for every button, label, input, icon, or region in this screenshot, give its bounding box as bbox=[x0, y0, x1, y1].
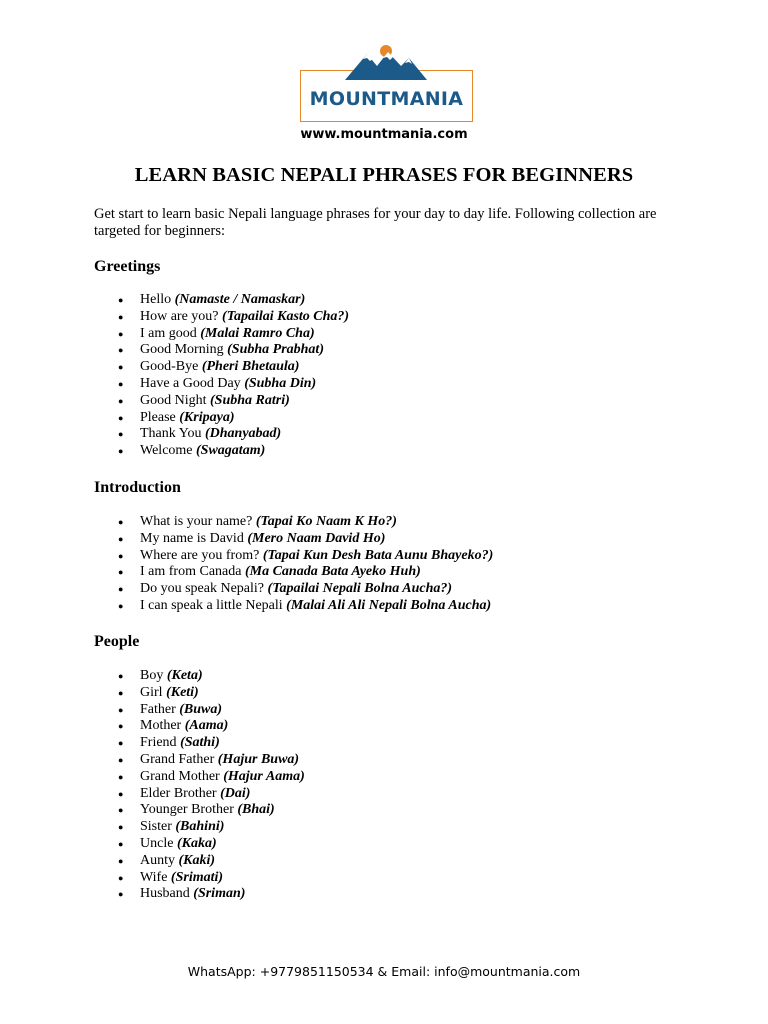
phrase-nepali: (Subha Prabhat) bbox=[227, 342, 324, 358]
bullet-icon: ● bbox=[118, 567, 124, 578]
phrase-nepali: (Kripaya) bbox=[179, 409, 235, 425]
phrase-english: Where are you from? bbox=[140, 547, 260, 563]
introduction-list bbox=[118, 514, 493, 615]
bullet-icon: ● bbox=[118, 822, 124, 833]
phrase-nepali: (Kaka) bbox=[176, 835, 217, 851]
bullet-icon: ● bbox=[118, 362, 124, 373]
phrase-item bbox=[118, 802, 305, 819]
phrase-item bbox=[118, 531, 493, 548]
phrase-english: Uncle bbox=[140, 835, 174, 851]
phrase-item bbox=[118, 702, 305, 719]
phrase-item bbox=[118, 853, 305, 870]
phrase-nepali: (Mero Naam David Ho) bbox=[247, 530, 386, 546]
phrase-english: Father bbox=[140, 701, 176, 717]
phrase-english: Do you speak Nepali? bbox=[140, 581, 265, 597]
logo-text: MOUNTMANIA bbox=[309, 88, 464, 110]
phrase-item bbox=[118, 735, 305, 752]
phrase-item bbox=[118, 581, 493, 598]
phrase-item bbox=[118, 309, 349, 326]
phrase-item bbox=[118, 548, 493, 565]
phrase-nepali: (Aama) bbox=[184, 718, 229, 734]
phrase-english: Welcome bbox=[140, 443, 193, 459]
phrase-nepali: (Hajur Buwa) bbox=[217, 751, 300, 767]
phrase-nepali: (Bahini) bbox=[175, 819, 225, 835]
page-title: LEARN BASIC NEPALI PHRASES FOR BEGINNERS bbox=[134, 164, 634, 186]
bullet-icon: ● bbox=[118, 738, 124, 749]
phrase-item bbox=[118, 410, 349, 427]
section-heading-introduction: Introduction bbox=[94, 479, 181, 496]
phrase-item bbox=[118, 598, 493, 615]
phrase-english: Mother bbox=[140, 718, 182, 734]
footer-contact: WhatsApp: +9779851150534 & Email: info@mountmania.com bbox=[187, 964, 581, 979]
bullet-icon: ● bbox=[118, 671, 124, 681]
bullet-icon: ● bbox=[118, 395, 124, 406]
bullet-icon: ● bbox=[118, 412, 124, 423]
bullet-icon: ● bbox=[118, 687, 124, 698]
mountain-logo-icon bbox=[343, 42, 429, 82]
bullet-icon: ● bbox=[118, 872, 124, 883]
phrase-english: Grand Father bbox=[140, 751, 215, 767]
phrase-nepali: (Srimati) bbox=[170, 869, 224, 885]
phrase-english: Girl bbox=[140, 684, 163, 700]
phrase-nepali: (Kaki) bbox=[178, 852, 216, 868]
bullet-icon: ● bbox=[118, 855, 124, 866]
phrase-english: Hello bbox=[140, 292, 172, 307]
bullet-icon: ● bbox=[118, 345, 124, 356]
bullet-icon: ● bbox=[118, 754, 124, 765]
bullet-icon: ● bbox=[118, 838, 124, 849]
phrase-english: Good Morning bbox=[140, 342, 224, 358]
phrase-nepali: (Namaste / Namaskar) bbox=[174, 292, 306, 307]
section-heading-people: People bbox=[94, 633, 140, 650]
phrase-english: What is your name? bbox=[140, 514, 253, 529]
phrase-item bbox=[118, 718, 305, 735]
phrase-english: Wife bbox=[140, 869, 168, 885]
phrase-nepali: (Subha Din) bbox=[244, 375, 317, 391]
phrase-item bbox=[118, 514, 493, 531]
bullet-icon: ● bbox=[118, 311, 124, 322]
phrase-item bbox=[118, 886, 305, 903]
phrase-english: Younger Brother bbox=[140, 802, 234, 818]
bullet-icon: ● bbox=[118, 771, 124, 782]
phrase-item bbox=[118, 752, 305, 769]
phrase-english: I am good bbox=[140, 325, 197, 341]
phrase-english: I can speak a little Nepali bbox=[140, 597, 283, 613]
phrase-nepali: (Tapailai Nepali Bolna Aucha?) bbox=[267, 581, 453, 597]
bullet-icon: ● bbox=[118, 584, 124, 595]
phrase-nepali: (Buwa) bbox=[179, 701, 223, 717]
phrase-nepali: (Dai) bbox=[220, 785, 251, 801]
phrase-nepali: (Swagatam) bbox=[196, 443, 266, 459]
phrase-nepali: (Subha Ratri) bbox=[210, 392, 290, 408]
phrase-english: Please bbox=[140, 409, 176, 425]
phrase-nepali: (Tapai Ko Naam K Ho?) bbox=[255, 514, 397, 529]
bullet-icon: ● bbox=[118, 721, 124, 732]
intro-paragraph: Get start to learn basic Nepali language phrases for your day to day life. Following collection are targeted for beginners: bbox=[94, 206, 657, 239]
phrase-item bbox=[118, 836, 305, 853]
phrase-nepali: (Tapailai Kasto Cha?) bbox=[222, 308, 350, 324]
website-link[interactable]: www.mountmania.com bbox=[300, 127, 468, 142]
phrase-english: Good Night bbox=[140, 392, 207, 408]
bullet-icon: ● bbox=[118, 446, 124, 457]
phrase-item bbox=[118, 685, 305, 702]
phrase-nepali: (Tapai Kun Desh Bata Aunu Bhayeko?) bbox=[262, 547, 494, 563]
bullet-icon: ● bbox=[118, 378, 124, 389]
phrase-english: I am from Canada bbox=[140, 564, 242, 580]
phrase-item bbox=[118, 393, 349, 410]
phrase-item bbox=[118, 668, 305, 685]
phrase-nepali: (Malai Ramro Cha) bbox=[200, 325, 315, 341]
phrase-english: Elder Brother bbox=[140, 785, 217, 801]
phrase-nepali: (Malai Ali Ali Nepali Bolna Aucha) bbox=[286, 597, 492, 613]
phrase-item bbox=[118, 426, 349, 443]
phrase-nepali: (Pheri Bhetaula) bbox=[201, 359, 300, 375]
phrase-english: Friend bbox=[140, 735, 177, 751]
bullet-icon: ● bbox=[118, 788, 124, 799]
phrase-item bbox=[118, 342, 349, 359]
bullet-icon: ● bbox=[118, 805, 124, 816]
bullet-icon: ● bbox=[118, 328, 124, 339]
phrase-item bbox=[118, 786, 305, 803]
phrase-english: Husband bbox=[140, 886, 190, 902]
phrase-item bbox=[118, 819, 305, 836]
phrase-item bbox=[118, 564, 493, 581]
phrase-english: Boy bbox=[140, 668, 164, 683]
phrase-nepali: (Hajur Aama) bbox=[223, 768, 305, 784]
phrase-nepali: (Sriman) bbox=[193, 886, 246, 902]
phrase-nepali: (Ma Canada Bata Ayeko Huh) bbox=[244, 564, 421, 580]
phrase-nepali: (Keta) bbox=[166, 668, 203, 683]
bullet-icon: ● bbox=[118, 517, 124, 527]
phrase-english: Grand Mother bbox=[140, 768, 220, 784]
bullet-icon: ● bbox=[118, 295, 124, 305]
bullet-icon: ● bbox=[118, 429, 124, 440]
phrase-item bbox=[118, 443, 349, 460]
phrase-item bbox=[118, 769, 305, 786]
phrase-nepali: (Dhanyabad) bbox=[204, 426, 282, 442]
phrase-item bbox=[118, 359, 349, 376]
phrase-nepali: (Bhai) bbox=[237, 802, 275, 818]
phrase-item bbox=[118, 292, 349, 309]
section-heading-greetings: Greetings bbox=[94, 258, 161, 275]
people-list bbox=[118, 668, 305, 903]
bullet-icon: ● bbox=[118, 889, 124, 900]
bullet-icon: ● bbox=[118, 600, 124, 611]
phrase-english: Have a Good Day bbox=[140, 375, 241, 391]
phrase-item bbox=[118, 870, 305, 887]
phrase-item bbox=[118, 376, 349, 393]
phrase-item bbox=[118, 326, 349, 343]
bullet-icon: ● bbox=[118, 533, 124, 544]
phrase-english: Thank You bbox=[140, 426, 202, 442]
phrase-nepali: (Keti) bbox=[166, 684, 199, 700]
bullet-icon: ● bbox=[118, 550, 124, 561]
phrase-english: Good-Bye bbox=[140, 359, 199, 375]
phrase-english: Aunty bbox=[140, 852, 175, 868]
phrase-english: My name is David bbox=[140, 530, 244, 546]
phrase-english: How are you? bbox=[140, 308, 219, 324]
greetings-list bbox=[118, 292, 349, 460]
phrase-english: Sister bbox=[140, 819, 172, 835]
bullet-icon: ● bbox=[118, 704, 124, 715]
phrase-nepali: (Sathi) bbox=[180, 735, 220, 751]
